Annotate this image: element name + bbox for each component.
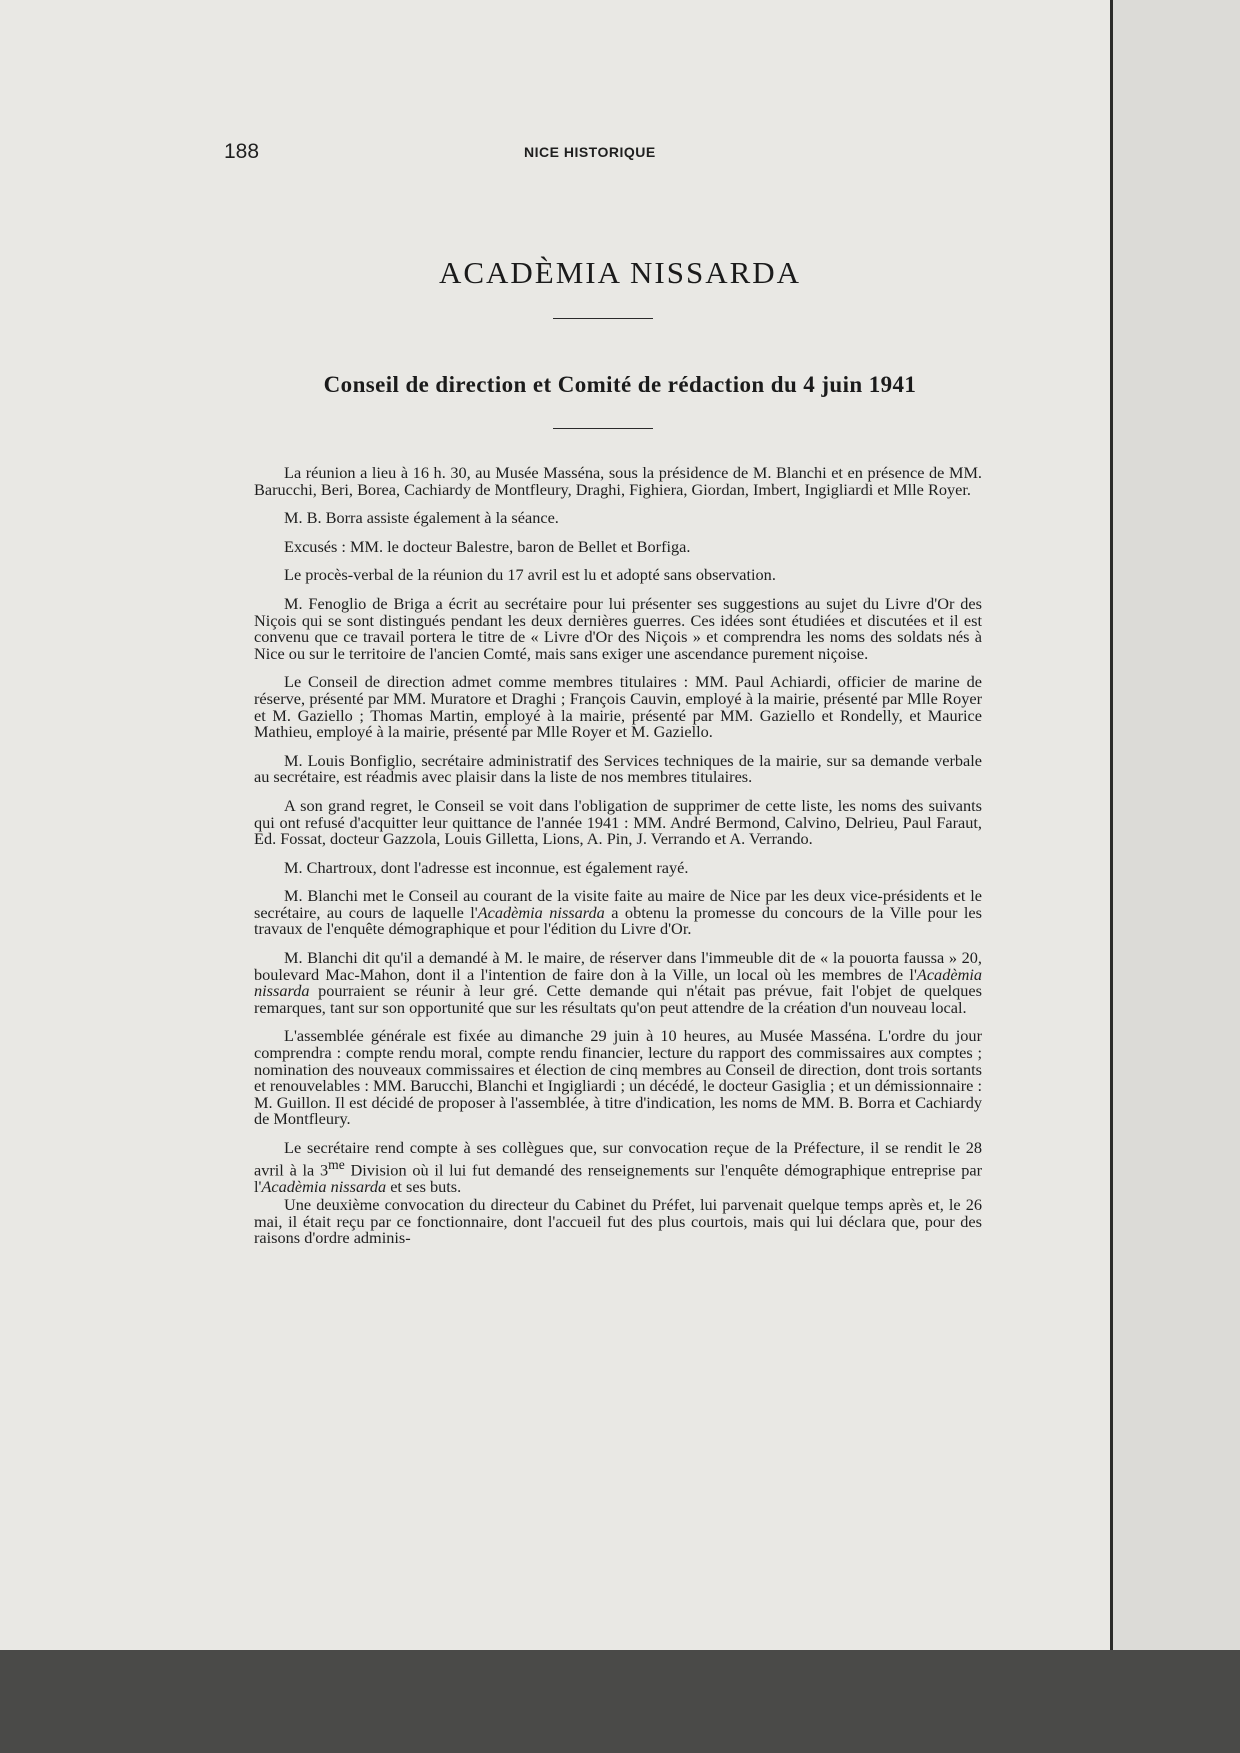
text-run: et ses buts. — [386, 1176, 462, 1196]
paragraph: La réunion a lieu à 16 h. 30, au Musée Masséna, sous la présidence de M. Blanchi et en présence de MM. Barucchi, Beri, Borea, Cachiardy de Montfleury, Draghi, Fighiera, Giordan, Imbert, Ingigliardi et Mlle Royer. — [254, 463, 982, 499]
italic-society-name: Acadèmia nissarda — [477, 902, 605, 922]
running-head: NICE HISTORIQUE — [524, 144, 656, 160]
title-divider — [553, 318, 653, 319]
article-body — [254, 465, 982, 1247]
text-run: pourraient se réunir à leur gré. Cette demande qui n'était pas prévue, fait l'objet de quelques remarques, tant sur son opportunité que sur les résultats qu'on peut attendre de la création d'un nouveau local. — [254, 981, 982, 1017]
ordinal-number: 3 — [320, 1160, 329, 1180]
paragraph: M. Fenoglio de Briga a écrit au secrétaire pour lui présenter ses suggestions au sujet du Livre d'Or des Niçois qui se sont distingués pendant les deux dernières guerres. Ces idées sont étudiées et discutées et il est convenu que ce travail portera le titre de « Livre d'Or des Niçois » et comprendra les noms des soldats nés à Nice ou sur le territoire de l'ancien Comté, mais sans exiger une ascendance purement niçoise. — [254, 593, 982, 663]
text-run: M. Blanchi met le Conseil au courant de la visite faite au maire de Nice par les deux vice-présidents et le secrétaire, au cours de laquelle l' — [254, 886, 982, 922]
page-number: 188 — [224, 140, 260, 163]
paragraph: L'assemblée générale est fixée au dimanche 29 juin à 10 heures, au Musée Masséna. L'ordre du jour comprendra : compte rendu moral, compte rendu financier, lecture du rapport des commissaires aux comptes ; nomination des nouveaux commissaires et élection de cinq membres au Conseil de direction, dont trois sortants et renouvelables : MM. Barucchi, Blanchi et Ingigliardi ; un décédé, le docteur Gasiglia ; et un démissionnaire : M. Guillon. Il est décidé de proposer à l'assemblée, à titre d'indication, les noms de MM. B. Borra et Cachiardy de Montfleury. — [254, 1026, 982, 1129]
text-run: Le secrétaire rend compte à ses collègues que, sur convocation reçue de la Préfecture, il se rendit le 28 avril à la — [254, 1138, 982, 1180]
subtitle-divider — [553, 428, 653, 429]
paragraph: Le Conseil de direction admet comme membres titulaires : MM. Paul Achiardi, officier de marine de réserve, présenté par MM. Muratore et Draghi ; François Cauvin, employé à la mairie, présenté par Mlle Royer et M. Gaziello ; Thomas Martin, employé à la mairie, présenté par MM. Gaziello et Rondelly, et Maurice Mathieu, employé à la mairie, présenté par Mlle Royer et M. Gaziello. — [254, 672, 982, 742]
text-run: a obtenu la promesse du concours de la Ville pour les travaux de l'enquête démographique et pour l'édition du Livre d'Or. — [254, 902, 982, 939]
paragraph: M. B. Borra assiste également à la séance. — [284, 508, 559, 528]
paragraph: A son grand regret, le Conseil se voit dans l'obligation de supprimer de cette liste, les noms des suivants qui ont refusé d'acquitter leur quittance de l'année 1941 : MM. André Bermond, Calvino, Delrieu, Paul Faraut, Ed. Fossat, docteur Gazzola, Louis Gilletta, Lions, A. Pin, J. Verrando et A. Verrando. — [254, 795, 982, 849]
next-page-edge — [1110, 0, 1240, 1650]
text-run: M. Blanchi dit qu'il a demandé à M. le maire, de réserver dans l'immeuble dit de « la pouorta faussa » 20, boulevard Mac-Mahon, dont il a l'intention de faire don à la Ville, un local où les membres de l' — [254, 948, 982, 984]
article-title: ACADÈMIA NISSARDA — [438, 255, 802, 290]
italic-society-name: Acadèmia nissarda — [254, 964, 982, 1001]
paragraph — [254, 1140, 982, 1195]
paragraph: Une deuxième convocation du directeur du Cabinet du Préfet, lui parvenait quelque temps après et, le 26 mai, il était reçu par ce fonctionnaire, dont l'accueil fut des plus courtois, mais qui lui déclara que, pour des raisons d'ordre adminis- — [254, 1195, 982, 1248]
paragraph: Excusés : MM. le docteur Balestre, baron de Bellet et Borfiga. — [284, 536, 691, 556]
text-run: Division où il lui fut demandé des renseignements sur l'enquête démographique entreprise par l' — [254, 1160, 982, 1196]
page-header — [224, 140, 984, 170]
italic-society-name: Acadèmia nissarda — [261, 1176, 387, 1196]
paragraph — [254, 888, 982, 938]
paragraph: Le procès-verbal de la réunion du 17 avril est lu et adopté sans observation. — [284, 565, 776, 585]
ordinal-suffix: me — [328, 1156, 345, 1172]
paragraph — [254, 950, 982, 1016]
paragraph: M. Louis Bonfiglio, secrétaire administratif des Services techniques de la mairie, sur sa demande verbale au secrétaire, est réadmis avec plaisir dans la liste de nos membres titulaires. — [254, 750, 982, 787]
paragraph: M. Chartroux, dont l'adresse est inconnue, est également rayé. — [284, 857, 689, 877]
article-subtitle: Conseil de direction et Comité de rédaction du 4 juin 1941 — [323, 372, 917, 397]
